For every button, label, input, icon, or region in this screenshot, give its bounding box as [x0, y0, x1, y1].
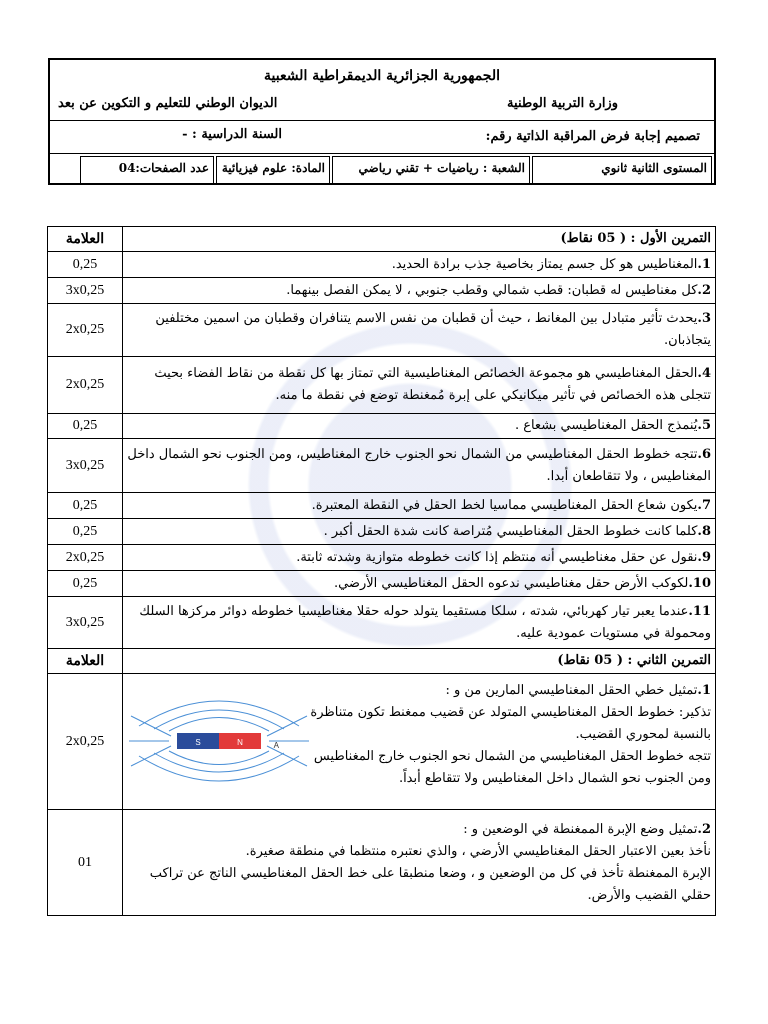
item-number: 8.	[697, 523, 711, 539]
field-line	[154, 753, 284, 772]
exercise2-item1	[127, 680, 711, 804]
magnet-n-label: N	[237, 737, 243, 747]
item-number: 3.	[697, 311, 711, 326]
table-row	[48, 597, 716, 649]
table-row	[48, 493, 716, 519]
header-row-info	[50, 154, 714, 186]
item-mark: 2x0,25	[48, 357, 123, 414]
mark-header: العلامة	[48, 227, 123, 252]
item-mark: 0,25	[48, 519, 123, 545]
answers-table	[47, 226, 716, 916]
item-mark: 01	[48, 810, 123, 916]
school-year: السنة الدراسية : -	[182, 127, 282, 142]
item-text: نقول عن حقل مغناطيسي أنه منتظم إذا كانت خطوطه متوازية وشدته ثابتة.	[296, 549, 698, 565]
bar-magnet-field-diagram	[129, 686, 309, 798]
item-line: تمثيل خطي الحقل المغناطيسي المارين من و :	[445, 682, 698, 698]
item-mark: 2x0,25	[48, 304, 123, 357]
table-row	[48, 674, 716, 810]
item-number: 1.	[697, 256, 711, 272]
table-row	[48, 278, 716, 304]
header-row-institution	[50, 60, 714, 121]
mark-header: العلامة	[48, 649, 123, 674]
ministry-name: وزارة التربية الوطنية	[507, 96, 618, 111]
onefd-name: الديوان الوطني للتعليم و التكوين عن بعد	[58, 96, 278, 111]
item-text: لكوكب الأرض حقل مغناطيسي ندعوه الحقل المغناطيسي الأرضي.	[333, 575, 689, 591]
item-mark: 3x0,25	[48, 439, 123, 493]
item-number: 10.	[688, 575, 711, 591]
item-text: يكون شعاع الحقل المغناطيسي مماسيا لخط الحقل في النقطة المعتبرة.	[311, 497, 698, 513]
item-number: 2.	[697, 821, 711, 837]
item-number: 4.	[697, 366, 711, 381]
table-row	[48, 252, 716, 278]
item-number: 9.	[697, 549, 711, 565]
table-row	[48, 810, 716, 916]
exercise2-title: التمرين الثاني : ( 05 نقاط)	[123, 649, 716, 674]
item-line: الإبرة الممغنطة تأخذ في كل من الوضعين و ، وضعا منطبقا على خط الحقل المغناطيسي الناتج عن تراكب حقلي القضيب والأرض.	[149, 865, 711, 903]
item-mark: 0,25	[48, 414, 123, 439]
point-a-label: A	[273, 740, 279, 750]
item-text: تتجه خطوط الحقل المغناطيسي من الشمال نحو الجنوب خارج المغناطيس، ومن الجنوب نحو الشمال داخل المغناطيس ، ولا تتقاطعان أبدا.	[127, 446, 711, 484]
table-row	[48, 414, 716, 439]
item-mark: 0,25	[48, 571, 123, 597]
table-row	[48, 439, 716, 493]
exam-title: تصميم إجابة فرض المراقبة الذاتية رقم:	[485, 129, 700, 144]
item-mark: 2x0,25	[48, 674, 123, 810]
item-mark: 0,25	[48, 493, 123, 519]
republic-title: الجمهورية الجزائرية الديمقراطية الشعبية	[263, 68, 500, 84]
item-text: يُنمذج الحقل المغناطيسي بشعاع .	[514, 418, 698, 433]
table-row	[48, 519, 716, 545]
document-header	[48, 58, 716, 185]
exercise2-header-row	[48, 649, 716, 674]
item-mark: 3x0,25	[48, 278, 123, 304]
item-line: نأخذ بعين الاعتبار الحقل المغناطيسي الأرضي ، والذي نعتبره منتظما في منطقة صغيرة.	[245, 843, 711, 859]
item-line: تمثيل وضع الإبرة الممغنطة في الوضعين و :	[463, 821, 698, 837]
item-text: كل مغناطيس له قطبان: قطب شمالي وقطب جنوبي ، لا يمكن الفصل بينهما.	[286, 282, 698, 298]
item-text: كلما كانت خطوط الحقل المغناطيسي مُتراصة كانت شدة الحقل أكبر .	[323, 523, 698, 539]
item-line: تذكير: خطوط الحقل المغناطيسي المتولد عن قضيب ممغنط تكون متناظرة بالنسبة لمحوري القضيب.	[310, 704, 711, 742]
item-number: 5.	[697, 418, 711, 433]
level-cell: المستوى الثانية ثانوي	[532, 156, 712, 184]
item-mark: 0,25	[48, 252, 123, 278]
item-number: 6.	[697, 446, 711, 462]
field-line	[169, 717, 269, 731]
magnet-s-label: S	[195, 737, 201, 747]
branch-cell: الشعبة : رياضيات + تقني رياضي	[332, 156, 530, 184]
header-row-exam	[50, 121, 714, 154]
field-line	[169, 751, 269, 765]
item-text: الحقل المغناطيسي هو مجموعة الخصائص المغناطيسية التي تمتاز بها كل نقطة من نقاط الفضاء بحيث تتجلى هذه الخصائص في تأثير ميكانيكي على إبرة مُمغنطة توضع في نقطة ما منه.	[154, 366, 711, 403]
exercise1-title: التمرين الأول : ( 05 نقاط)	[123, 227, 716, 252]
field-line	[154, 710, 284, 729]
table-row	[48, 304, 716, 357]
item-text: عندما يعبر تيار كهربائي، شدته ، سلكا مستقيما يتولد حوله حقلا مغناطيسيا خطوطه دوائر مركزها السلك ومحمولة في مستويات عمودية عليه.	[139, 603, 711, 641]
subject-cell: المادة: علوم فيزيائية	[216, 156, 330, 184]
item-number: 7.	[697, 497, 711, 513]
field-line	[139, 701, 299, 726]
item-text: المغناطيس هو كل جسم يمتاز بخاصية جذب برادة الحديد.	[391, 256, 698, 272]
item-mark: 3x0,25	[48, 597, 123, 649]
item-mark: 2x0,25	[48, 545, 123, 571]
table-row	[48, 357, 716, 414]
pages-cell: عدد الصفحات:04	[80, 156, 214, 184]
field-line	[139, 756, 299, 781]
item-line: تتجه خطوط الحقل المغناطيسي من الشمال نحو الجنوب خارج المغناطيس ومن الجنوب نحو الشمال داخل المغناطيس ولا تتقاطع أبداً.	[313, 748, 711, 786]
item-text: يحدث تأثير متبادل بين المغانط ، حيث أن قطبان من نفس الاسم يتنافران وقطبان من اسمين مختلفين يتجاذبان.	[155, 311, 711, 348]
table-row	[48, 545, 716, 571]
table-row	[48, 571, 716, 597]
item-number: 11.	[688, 603, 711, 619]
exercise1-header-row	[48, 227, 716, 252]
item-number: 2.	[697, 282, 711, 298]
item-number: 1.	[697, 682, 711, 698]
